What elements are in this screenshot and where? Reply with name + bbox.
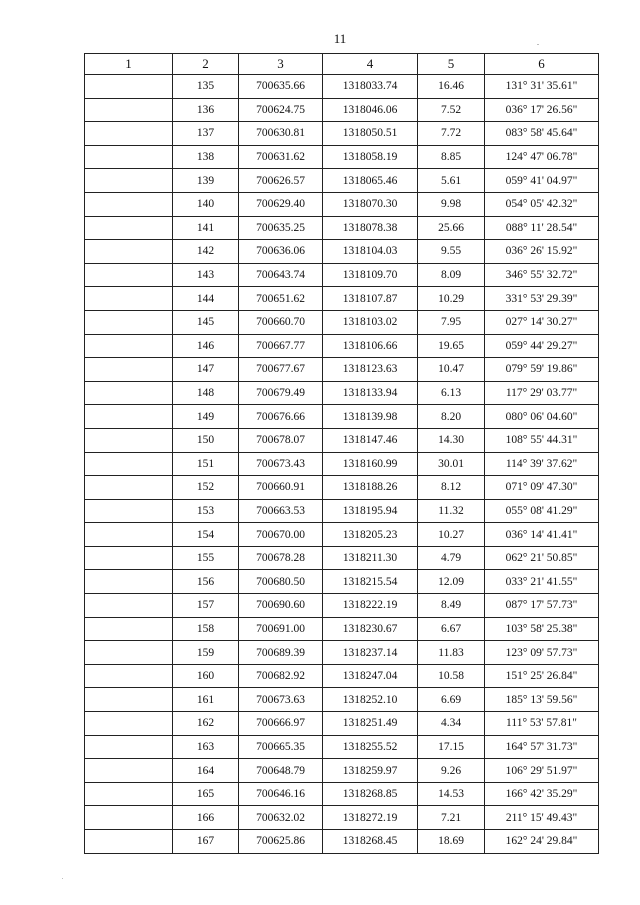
y-coordinate-cell: 1318268.45 xyxy=(323,830,418,854)
point-number-cell: 157 xyxy=(173,594,239,618)
y-coordinate-cell: 1318237.14 xyxy=(323,641,418,665)
section-cell xyxy=(85,240,173,264)
x-coordinate-cell: 700629.40 xyxy=(239,192,323,216)
section-cell xyxy=(85,712,173,736)
x-coordinate-cell: 700663.53 xyxy=(239,499,323,523)
section-cell xyxy=(85,75,173,99)
section-cell xyxy=(85,216,173,240)
distance-cell: 14.53 xyxy=(418,782,485,806)
point-number-cell: 151 xyxy=(173,452,239,476)
bearing-cell: 164° 57' 31.73" xyxy=(485,735,599,759)
x-coordinate-cell: 700677.67 xyxy=(239,358,323,382)
section-cell xyxy=(85,405,173,429)
x-coordinate-cell: 700646.16 xyxy=(239,782,323,806)
distance-cell: 11.83 xyxy=(418,641,485,665)
column-header-1: 1 xyxy=(85,54,173,75)
bearing-cell: 346° 55' 32.72" xyxy=(485,263,599,287)
bearing-cell: 106° 29' 51.97" xyxy=(485,759,599,783)
distance-cell: 9.98 xyxy=(418,192,485,216)
y-coordinate-cell: 1318215.54 xyxy=(323,570,418,594)
distance-cell: 11.32 xyxy=(418,499,485,523)
distance-cell: 8.85 xyxy=(418,145,485,169)
distance-cell: 14.30 xyxy=(418,428,485,452)
y-coordinate-cell: 1318058.19 xyxy=(323,145,418,169)
bearing-cell: 087° 17' 57.73" xyxy=(485,594,599,618)
point-number-cell: 135 xyxy=(173,75,239,99)
bearing-cell: 123° 09' 57.73" xyxy=(485,641,599,665)
distance-cell: 6.69 xyxy=(418,688,485,712)
distance-cell: 9.26 xyxy=(418,759,485,783)
point-number-cell: 152 xyxy=(173,476,239,500)
x-coordinate-cell: 700625.86 xyxy=(239,830,323,854)
y-coordinate-cell: 1318222.19 xyxy=(323,594,418,618)
table-row xyxy=(85,641,599,665)
bearing-cell: 059° 44' 29.27" xyxy=(485,334,599,358)
section-cell xyxy=(85,641,173,665)
point-number-cell: 136 xyxy=(173,98,239,122)
point-number-cell: 155 xyxy=(173,546,239,570)
point-number-cell: 142 xyxy=(173,240,239,264)
point-number-cell: 139 xyxy=(173,169,239,193)
x-coordinate-cell: 700678.28 xyxy=(239,546,323,570)
distance-cell: 9.55 xyxy=(418,240,485,264)
table-row xyxy=(85,712,599,736)
bearing-cell: 054° 05' 42.32" xyxy=(485,192,599,216)
point-number-cell: 144 xyxy=(173,287,239,311)
distance-cell: 8.12 xyxy=(418,476,485,500)
x-coordinate-cell: 700660.91 xyxy=(239,476,323,500)
point-number-cell: 147 xyxy=(173,358,239,382)
section-cell xyxy=(85,688,173,712)
table-row xyxy=(85,452,599,476)
section-cell xyxy=(85,358,173,382)
x-coordinate-cell: 700691.00 xyxy=(239,617,323,641)
table-row xyxy=(85,830,599,854)
point-number-cell: 145 xyxy=(173,310,239,334)
point-number-cell: 163 xyxy=(173,735,239,759)
column-header-2: 2 xyxy=(173,54,239,75)
y-coordinate-cell: 1318106.66 xyxy=(323,334,418,358)
x-coordinate-cell: 700643.74 xyxy=(239,263,323,287)
table-row xyxy=(85,216,599,240)
distance-cell: 8.20 xyxy=(418,405,485,429)
x-coordinate-cell: 700682.92 xyxy=(239,664,323,688)
table-row xyxy=(85,287,599,311)
distance-cell: 17.15 xyxy=(418,735,485,759)
point-number-cell: 160 xyxy=(173,664,239,688)
distance-cell: 12.09 xyxy=(418,570,485,594)
x-coordinate-cell: 700624.75 xyxy=(239,98,323,122)
section-cell xyxy=(85,499,173,523)
x-coordinate-cell: 700648.79 xyxy=(239,759,323,783)
distance-cell: 4.79 xyxy=(418,546,485,570)
x-coordinate-cell: 700680.50 xyxy=(239,570,323,594)
bearing-cell: 036° 26' 15.92" xyxy=(485,240,599,264)
bearing-cell: 211° 15' 49.43" xyxy=(485,806,599,830)
section-cell xyxy=(85,782,173,806)
distance-cell: 10.47 xyxy=(418,358,485,382)
distance-cell: 7.52 xyxy=(418,98,485,122)
table-row xyxy=(85,782,599,806)
section-cell xyxy=(85,287,173,311)
distance-cell: 8.49 xyxy=(418,594,485,618)
point-number-cell: 150 xyxy=(173,428,239,452)
table-row xyxy=(85,476,599,500)
bearing-cell: 088° 11' 28.54" xyxy=(485,216,599,240)
y-coordinate-cell: 1318046.06 xyxy=(323,98,418,122)
x-coordinate-cell: 700679.49 xyxy=(239,381,323,405)
table-row xyxy=(85,523,599,547)
table-row xyxy=(85,334,599,358)
distance-cell: 7.21 xyxy=(418,806,485,830)
point-number-cell: 140 xyxy=(173,192,239,216)
y-coordinate-cell: 1318247.04 xyxy=(323,664,418,688)
page-number: 11 xyxy=(333,31,347,46)
x-coordinate-cell: 700660.70 xyxy=(239,310,323,334)
section-cell xyxy=(85,664,173,688)
point-number-cell: 149 xyxy=(173,405,239,429)
column-header-5: 5 xyxy=(418,54,485,75)
bearing-cell: 185° 13' 59.56" xyxy=(485,688,599,712)
table-row xyxy=(85,263,599,287)
table-body xyxy=(85,75,599,854)
point-number-cell: 165 xyxy=(173,782,239,806)
scan-speck xyxy=(62,878,63,879)
column-header-6: 6 xyxy=(485,54,599,75)
bearing-cell: 083° 58' 45.64" xyxy=(485,122,599,146)
table-row xyxy=(85,806,599,830)
y-coordinate-cell: 1318078.38 xyxy=(323,216,418,240)
point-number-cell: 166 xyxy=(173,806,239,830)
table-row xyxy=(85,594,599,618)
y-coordinate-cell: 1318033.74 xyxy=(323,75,418,99)
y-coordinate-cell: 1318147.46 xyxy=(323,428,418,452)
distance-cell: 10.29 xyxy=(418,287,485,311)
x-coordinate-cell: 700690.60 xyxy=(239,594,323,618)
point-number-cell: 153 xyxy=(173,499,239,523)
column-header-4: 4 xyxy=(323,54,418,75)
bearing-cell: 071° 09' 47.30" xyxy=(485,476,599,500)
distance-cell: 6.67 xyxy=(418,617,485,641)
section-cell xyxy=(85,523,173,547)
table-row xyxy=(85,664,599,688)
y-coordinate-cell: 1318133.94 xyxy=(323,381,418,405)
bearing-cell: 033° 21' 41.55" xyxy=(485,570,599,594)
bearing-cell: 124° 47' 06.78" xyxy=(485,145,599,169)
bearing-cell: 079° 59' 19.86" xyxy=(485,358,599,382)
section-cell xyxy=(85,381,173,405)
bearing-cell: 166° 42' 35.29" xyxy=(485,782,599,806)
point-number-cell: 148 xyxy=(173,381,239,405)
bearing-cell: 108° 55' 44.31" xyxy=(485,428,599,452)
y-coordinate-cell: 1318268.85 xyxy=(323,782,418,806)
bearing-cell: 331° 53' 29.39" xyxy=(485,287,599,311)
bearing-cell: 111° 53' 57.81" xyxy=(485,712,599,736)
table-row xyxy=(85,310,599,334)
section-cell xyxy=(85,546,173,570)
y-coordinate-cell: 1318205.23 xyxy=(323,523,418,547)
section-cell xyxy=(85,334,173,358)
y-coordinate-cell: 1318230.67 xyxy=(323,617,418,641)
x-coordinate-cell: 700626.57 xyxy=(239,169,323,193)
point-number-cell: 167 xyxy=(173,830,239,854)
distance-cell: 10.58 xyxy=(418,664,485,688)
distance-cell: 8.09 xyxy=(418,263,485,287)
point-number-cell: 159 xyxy=(173,641,239,665)
x-coordinate-cell: 700665.35 xyxy=(239,735,323,759)
y-coordinate-cell: 1318211.30 xyxy=(323,546,418,570)
section-cell xyxy=(85,169,173,193)
bearing-cell: 080° 06' 04.60" xyxy=(485,405,599,429)
section-cell xyxy=(85,594,173,618)
section-cell xyxy=(85,830,173,854)
table-row xyxy=(85,145,599,169)
point-number-cell: 137 xyxy=(173,122,239,146)
bearing-cell: 131° 31' 35.61" xyxy=(485,75,599,99)
y-coordinate-cell: 1318065.46 xyxy=(323,169,418,193)
section-cell xyxy=(85,98,173,122)
distance-cell: 25.66 xyxy=(418,216,485,240)
table-row xyxy=(85,405,599,429)
section-cell xyxy=(85,428,173,452)
distance-cell: 30.01 xyxy=(418,452,485,476)
bearing-cell: 027° 14' 30.27" xyxy=(485,310,599,334)
y-coordinate-cell: 1318109.70 xyxy=(323,263,418,287)
point-number-cell: 164 xyxy=(173,759,239,783)
x-coordinate-cell: 700673.63 xyxy=(239,688,323,712)
section-cell xyxy=(85,735,173,759)
distance-cell: 6.13 xyxy=(418,381,485,405)
y-coordinate-cell: 1318252.10 xyxy=(323,688,418,712)
section-cell xyxy=(85,570,173,594)
distance-cell: 18.69 xyxy=(418,830,485,854)
distance-cell: 7.72 xyxy=(418,122,485,146)
x-coordinate-cell: 700631.62 xyxy=(239,145,323,169)
x-coordinate-cell: 700635.25 xyxy=(239,216,323,240)
x-coordinate-cell: 700632.02 xyxy=(239,806,323,830)
table-row xyxy=(85,98,599,122)
y-coordinate-cell: 1318195.94 xyxy=(323,499,418,523)
y-coordinate-cell: 1318272.19 xyxy=(323,806,418,830)
section-cell xyxy=(85,145,173,169)
bearing-cell: 151° 25' 26.84" xyxy=(485,664,599,688)
bearing-cell: 062° 21' 50.85" xyxy=(485,546,599,570)
section-cell xyxy=(85,806,173,830)
table-row xyxy=(85,75,599,99)
section-cell xyxy=(85,759,173,783)
bearing-cell: 055° 08' 41.29" xyxy=(485,499,599,523)
section-cell xyxy=(85,263,173,287)
y-coordinate-cell: 1318160.99 xyxy=(323,452,418,476)
x-coordinate-cell: 700666.97 xyxy=(239,712,323,736)
table-row xyxy=(85,546,599,570)
bearing-cell: 162° 24' 29.84" xyxy=(485,830,599,854)
table-row xyxy=(85,617,599,641)
table-row xyxy=(85,759,599,783)
x-coordinate-cell: 700676.66 xyxy=(239,405,323,429)
x-coordinate-cell: 700689.39 xyxy=(239,641,323,665)
y-coordinate-cell: 1318251.49 xyxy=(323,712,418,736)
distance-cell: 4.34 xyxy=(418,712,485,736)
section-cell xyxy=(85,310,173,334)
point-number-cell: 146 xyxy=(173,334,239,358)
table-row xyxy=(85,570,599,594)
point-number-cell: 143 xyxy=(173,263,239,287)
x-coordinate-cell: 700635.66 xyxy=(239,75,323,99)
y-coordinate-cell: 1318070.30 xyxy=(323,192,418,216)
table-row xyxy=(85,499,599,523)
section-cell xyxy=(85,192,173,216)
table-row xyxy=(85,735,599,759)
section-cell xyxy=(85,617,173,641)
bearing-cell: 117° 29' 03.77" xyxy=(485,381,599,405)
x-coordinate-cell: 700673.43 xyxy=(239,452,323,476)
x-coordinate-cell: 700636.06 xyxy=(239,240,323,264)
point-number-cell: 162 xyxy=(173,712,239,736)
point-number-cell: 138 xyxy=(173,145,239,169)
y-coordinate-cell: 1318123.63 xyxy=(323,358,418,382)
y-coordinate-cell: 1318103.02 xyxy=(323,310,418,334)
x-coordinate-cell: 700630.81 xyxy=(239,122,323,146)
point-number-cell: 141 xyxy=(173,216,239,240)
point-number-cell: 156 xyxy=(173,570,239,594)
table-row xyxy=(85,381,599,405)
y-coordinate-cell: 1318107.87 xyxy=(323,287,418,311)
distance-cell: 7.95 xyxy=(418,310,485,334)
point-number-cell: 154 xyxy=(173,523,239,547)
y-coordinate-cell: 1318255.52 xyxy=(323,735,418,759)
x-coordinate-cell: 700678.07 xyxy=(239,428,323,452)
section-cell xyxy=(85,122,173,146)
y-coordinate-cell: 1318139.98 xyxy=(323,405,418,429)
distance-cell: 10.27 xyxy=(418,523,485,547)
y-coordinate-cell: 1318259.97 xyxy=(323,759,418,783)
bearing-cell: 059° 41' 04.97" xyxy=(485,169,599,193)
x-coordinate-cell: 700667.77 xyxy=(239,334,323,358)
y-coordinate-cell: 1318188.26 xyxy=(323,476,418,500)
table-row xyxy=(85,192,599,216)
table-row xyxy=(85,688,599,712)
coordinates-table xyxy=(84,53,599,854)
table-row xyxy=(85,122,599,146)
scan-speck xyxy=(537,44,539,45)
y-coordinate-cell: 1318050.51 xyxy=(323,122,418,146)
point-number-cell: 161 xyxy=(173,688,239,712)
table-row xyxy=(85,169,599,193)
distance-cell: 16.46 xyxy=(418,75,485,99)
table-row xyxy=(85,240,599,264)
table-row xyxy=(85,428,599,452)
y-coordinate-cell: 1318104.03 xyxy=(323,240,418,264)
section-cell xyxy=(85,476,173,500)
point-number-cell: 158 xyxy=(173,617,239,641)
table-row xyxy=(85,358,599,382)
x-coordinate-cell: 700670.00 xyxy=(239,523,323,547)
distance-cell: 19.65 xyxy=(418,334,485,358)
distance-cell: 5.61 xyxy=(418,169,485,193)
x-coordinate-cell: 700651.62 xyxy=(239,287,323,311)
table-header-row xyxy=(85,54,599,75)
section-cell xyxy=(85,452,173,476)
bearing-cell: 114° 39' 37.62" xyxy=(485,452,599,476)
column-header-3: 3 xyxy=(239,54,323,75)
bearing-cell: 036° 17' 26.56" xyxy=(485,98,599,122)
bearing-cell: 036° 14' 41.41" xyxy=(485,523,599,547)
bearing-cell: 103° 58' 25.38" xyxy=(485,617,599,641)
